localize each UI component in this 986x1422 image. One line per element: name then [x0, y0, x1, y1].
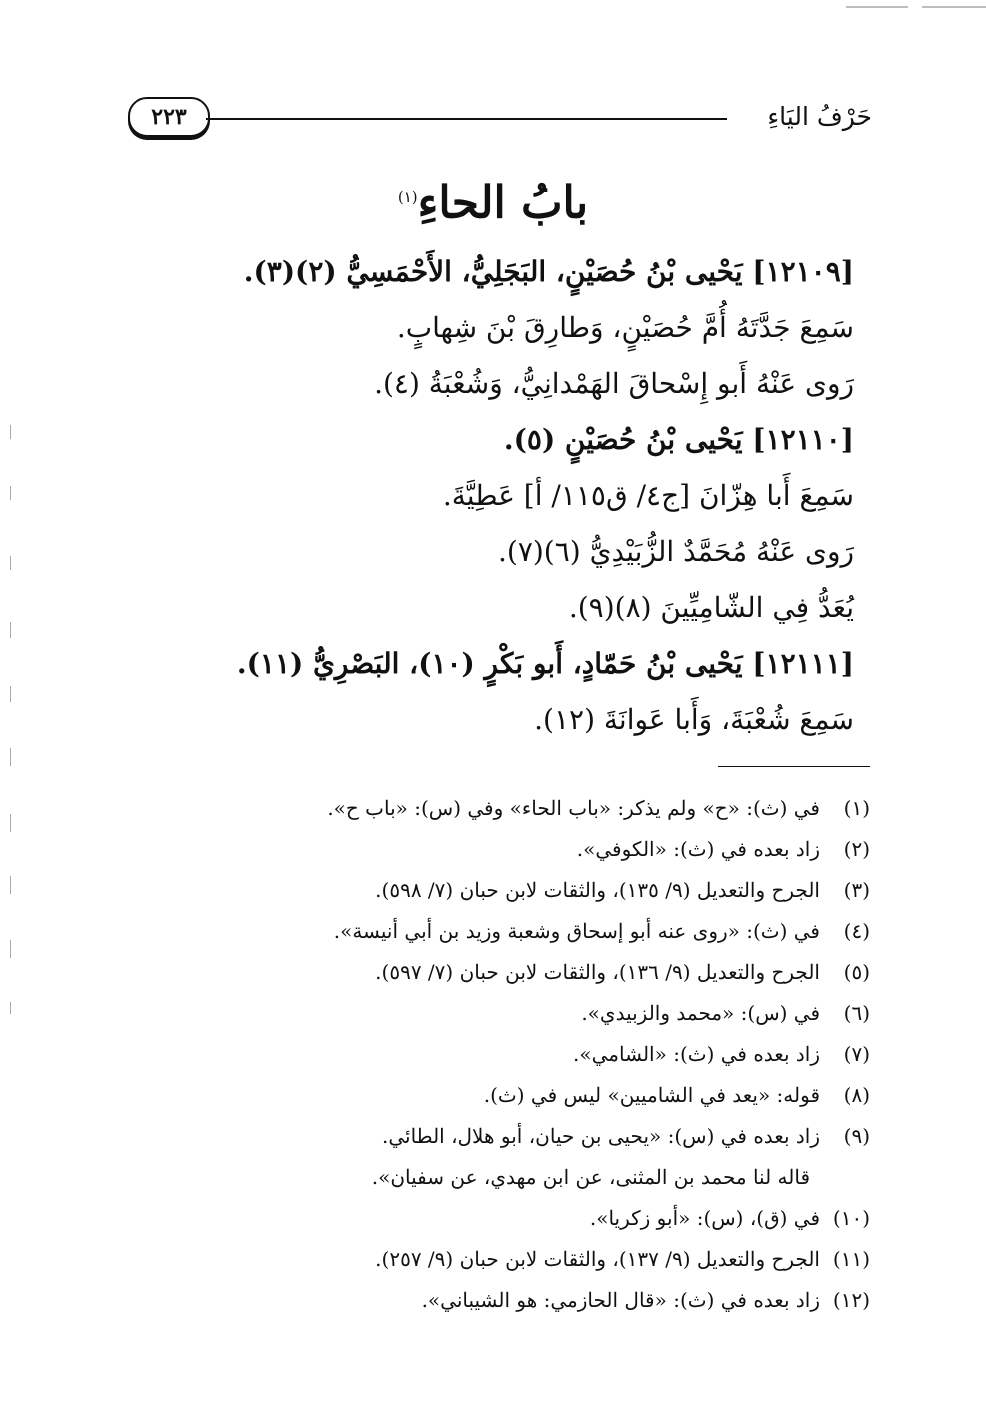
entry-line: رَوى عَنْهُ أَبو إِسْحاقَ الهَمْدانِيُّ، وَشُعْبَةُ (٤).: [374, 367, 854, 400]
footnote: [110, 993, 870, 1034]
chapter-title-footnote-ref: (١): [397, 188, 418, 206]
margin-mark: [10, 876, 11, 894]
footnote-text: زاد بعده في (ث): «الكوفي».: [576, 837, 820, 861]
footnote-number: (١٠): [832, 1206, 870, 1230]
footnote-text: قوله: «يعد في الشاميين» ليس في (ث).: [483, 1083, 820, 1107]
entries-block: [124, 244, 854, 748]
footnote-text: زاد بعده في (س): «يحيى بن حيان، أبو هلال، الطائي.: [381, 1124, 820, 1148]
margin-mark: [10, 425, 11, 439]
footnote-continuation: [110, 1157, 870, 1198]
header-rule: [206, 118, 727, 120]
page-number: ٢٢٣: [128, 97, 210, 137]
footnote-text: زاد بعده في (ث): «قال الحازمي: هو الشيباني».: [421, 1288, 820, 1312]
margin-mark: [10, 486, 11, 500]
footnote: [110, 1116, 870, 1157]
chapter-title: [0, 165, 986, 236]
top-edge-rule: [922, 6, 986, 8]
footnote: [110, 1075, 870, 1116]
footnote-text: الجرح والتعديل (٩/ ١٣٧)، والثقات لابن حبان (٩/ ٢٥٧).: [375, 1247, 820, 1271]
footnote-number: (٨): [843, 1083, 870, 1107]
footnote-separator: [718, 766, 870, 767]
entry-line: سَمِعَ أَبا هِزّانَ [ج٤/ ق١١٥/ أ] عَطِيَّةَ.: [442, 479, 854, 512]
margin-mark: [10, 940, 11, 958]
footnote-text: قاله لنا محمد بن المثنى، عن ابن مهدي، عن سفيان».: [371, 1165, 810, 1189]
running-title: حَرْفُ اليَاءِ: [767, 102, 872, 131]
footnote-number: (٣): [843, 878, 870, 902]
footnote-text: في (ث): «ح» ولم يذكر: «باب الحاء» وفي (س): «باب ح».: [327, 796, 820, 820]
footnote-number: (١٢): [832, 1288, 870, 1312]
footnote-number: (١١): [832, 1247, 870, 1271]
footnote: [110, 1280, 870, 1321]
entry-line: سَمِعَ جَدَّتَهُ أُمَّ حُصَيْنٍ، وَطارِقَ بْنَ شِهابٍ.: [396, 311, 854, 344]
footnote-number: (٩): [843, 1124, 870, 1148]
margin-mark: [10, 748, 11, 766]
margin-mark: [10, 622, 11, 638]
entry-line: يُعَدُّ فِي الشّامِيِّينَ (٨)(٩).: [568, 591, 854, 624]
margin-mark: [10, 556, 11, 570]
margin-mark: [10, 686, 11, 702]
top-edge-rule: [846, 6, 908, 8]
footnote: [110, 870, 870, 911]
entry-line: سَمِعَ شُعْبَةَ، وَأَبا عَوانَةَ (١٢).: [534, 703, 854, 736]
chapter-title-text: بابُ الحاءِ: [417, 177, 589, 229]
entry-heading: [١٢١١٠] يَحْيى بْنُ حُصَيْنٍ (٥).: [503, 423, 854, 456]
page-header: [128, 96, 872, 138]
footnote-text: الجرح والتعديل (٩/ ١٣٦)، والثقات لابن حبان (٧/ ٥٩٧).: [375, 960, 820, 984]
footnote-text: زاد بعده في (ث): «الشامي».: [573, 1042, 820, 1066]
footnote-number: (١): [843, 796, 870, 820]
entry-line: رَوى عَنْهُ مُحَمَّدٌ الزُّبَيْدِيُّ (٦)(٧).: [497, 535, 854, 568]
footnote: [110, 829, 870, 870]
footnote-number: (٢): [843, 837, 870, 861]
entry-heading: [١٢١١١] يَحْيى بْنُ حَمّادٍ، أَبو بَكْرٍ (١٠)، البَصْرِيُّ (١١).: [236, 647, 854, 680]
margin-mark: [10, 814, 11, 832]
footnote: [110, 788, 870, 829]
footnote-number: (٥): [843, 960, 870, 984]
entry-heading: [١٢١٠٩] يَحْيى بْنُ حُصَيْنٍ، البَجَلِيُّ، الأَحْمَسِيُّ (٢)(٣).: [243, 255, 854, 288]
footnote-text: في (ث): «روى عنه أبو إسحاق وشعبة وزيد بن أبي أنيسة».: [333, 919, 820, 943]
footnotes-block: [110, 788, 870, 1321]
margin-mark: [10, 1002, 11, 1014]
footnote: [110, 1198, 870, 1239]
footnote: [110, 1034, 870, 1075]
footnote-number: (٤): [843, 919, 870, 943]
footnote-text: الجرح والتعديل (٩/ ١٣٥)، والثقات لابن حبان (٧/ ٥٩٨).: [375, 878, 820, 902]
footnote-text: في (ق)، (س): «أبو زكريا».: [589, 1206, 820, 1230]
footnote: [110, 1239, 870, 1280]
footnote: [110, 952, 870, 993]
footnote-text: في (س): «محمد والزبيدي».: [581, 1001, 820, 1025]
footnote-number: (٦): [843, 1001, 870, 1025]
footnote-number: (٧): [843, 1042, 870, 1066]
footnote: [110, 911, 870, 952]
